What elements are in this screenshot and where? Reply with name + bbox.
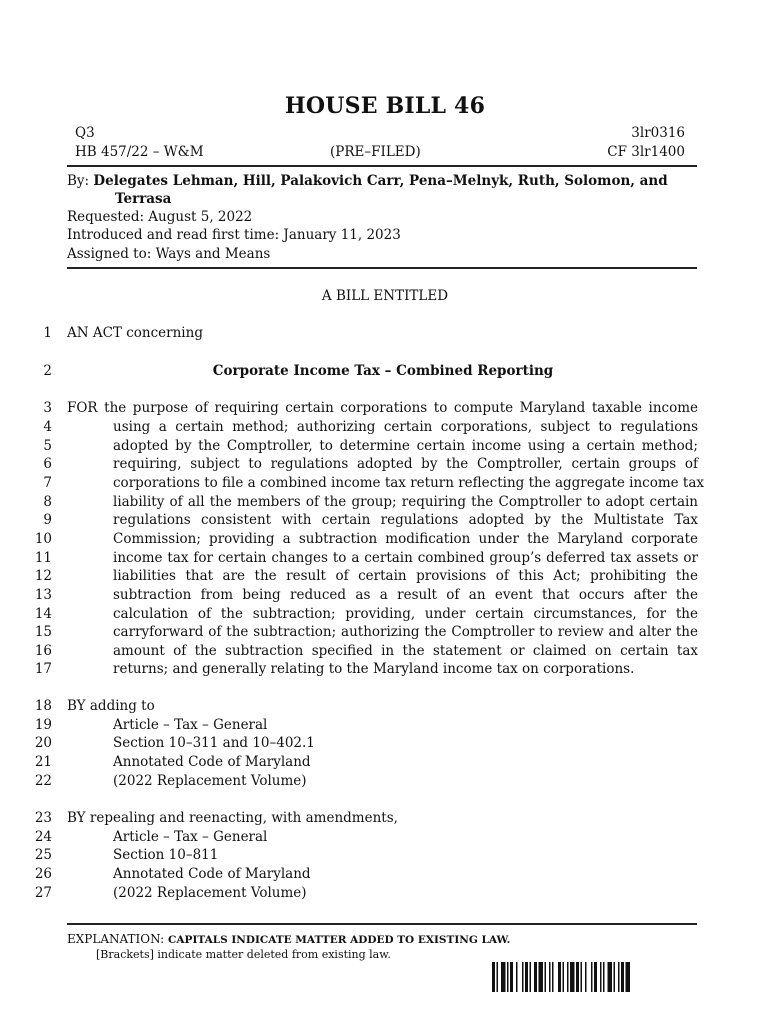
- line-number: 9: [43, 512, 52, 528]
- line-number: 1: [43, 325, 52, 341]
- status-rule: [67, 267, 697, 269]
- line-number: 11: [34, 550, 52, 566]
- line-number: 19: [34, 717, 52, 733]
- cross-file-reference: CF 3lr1400: [607, 144, 685, 160]
- bill-subject: Corporate Income Tax – Combined Reporting: [212, 363, 554, 379]
- brackets-note: [Brackets] indicate matter deleted from existing law.: [96, 948, 391, 961]
- purpose-line: income tax for certain changes to a certain combined group’s deferred tax assets or: [113, 550, 698, 566]
- requested-date: Requested: August 5, 2022: [67, 209, 253, 225]
- line-number: 7: [43, 475, 52, 491]
- purpose-line: corporations to file a combined income tax return reflecting the aggregate income tax: [113, 475, 705, 491]
- line-number: 12: [34, 568, 52, 584]
- purpose-line: adopted by the Comptroller, to determine certain income using a certain method;: [113, 438, 698, 454]
- explanation-note: [67, 932, 510, 946]
- line-number: 25: [34, 847, 52, 863]
- line-number: 10: [34, 531, 52, 547]
- explanation-label: EXPLANATION:: [67, 932, 165, 946]
- barcode-image: [492, 962, 680, 992]
- line-number: 17: [34, 661, 52, 677]
- explanation-caps: CAPITALS INDICATE MATTER ADDED TO EXISTING LAW.: [168, 934, 511, 946]
- code-ref: Annotated Code of Maryland: [113, 866, 311, 882]
- line-number: 16: [34, 643, 52, 659]
- purpose-line: liabilities that are the result of certain provisions of this Act; prohibiting the: [113, 568, 698, 584]
- by-label: By:: [67, 173, 90, 189]
- line-number: 24: [34, 829, 52, 845]
- header-rule: [67, 165, 697, 167]
- volume-ref: (2022 Replacement Volume): [113, 885, 307, 901]
- line-number: 18: [34, 698, 52, 714]
- volume-ref: (2022 Replacement Volume): [113, 773, 307, 789]
- bill-entitled: A BILL ENTITLED: [321, 288, 449, 304]
- purpose-line: liability of all the members of the group; requiring the Comptroller to adopt certain: [113, 494, 698, 510]
- purpose-line: requiring, subject to regulations adopted by the Comptroller, certain groups of: [113, 456, 698, 472]
- article-ref: Article – Tax – General: [113, 829, 268, 845]
- purpose-line: carryforward of the subtraction; authorizing the Comptroller to review and alter the: [113, 624, 698, 640]
- code-ref: Annotated Code of Maryland: [113, 754, 311, 770]
- purpose-line: amount of the subtraction specified in the statement or claimed on certain tax: [113, 643, 698, 659]
- bill-title: HOUSE BILL 46: [284, 93, 486, 119]
- bill-status-info: [67, 208, 401, 263]
- act-concerning: AN ACT concerning: [67, 325, 203, 341]
- purpose-line: subtraction from being reduced as a result of an event that occurs after the: [113, 587, 698, 603]
- line-number: 26: [34, 866, 52, 882]
- article-ref: Article – Tax – General: [113, 717, 268, 733]
- line-number: 8: [43, 494, 52, 510]
- purpose-line: Commission; providing a subtraction modification under the Maryland corporate: [113, 531, 698, 547]
- subject-code: Q3: [75, 125, 95, 141]
- purpose-line: returns; and generally relating to the Maryland income tax on corporations.: [113, 661, 635, 677]
- purpose-line: FOR the purpose of requiring certain corporations to compute Maryland taxable income: [67, 400, 698, 416]
- line-number: 22: [34, 773, 52, 789]
- sponsor-names-cont: Terrasa: [115, 191, 172, 207]
- by-repealing-heading: BY repealing and reenacting, with amendments,: [67, 810, 398, 826]
- line-number: 23: [34, 810, 52, 826]
- by-adding-heading: BY adding to: [67, 698, 155, 714]
- purpose-line: using a certain method; authorizing certain corporations, subject to regulations: [113, 419, 698, 435]
- line-number: 6: [43, 456, 52, 472]
- purpose-line: calculation of the subtraction; providing, under certain circumstances, for the: [113, 606, 698, 622]
- line-number: 20: [34, 735, 52, 751]
- prefiled-label: (PRE–FILED): [330, 144, 421, 160]
- section-ref: Section 10–811: [113, 847, 219, 863]
- section-ref: Section 10–311 and 10–402.1: [113, 735, 315, 751]
- assigned-committee: Assigned to: Ways and Means: [67, 245, 271, 262]
- drafting-number: 3lr0316: [631, 125, 685, 141]
- line-number: 27: [34, 885, 52, 901]
- line-number: 15: [34, 624, 52, 640]
- line-number: 2: [43, 363, 52, 379]
- introduced-date: Introduced and read first time: January 11, 2023: [67, 227, 401, 244]
- prior-bill-reference: HB 457/22 – W&M: [75, 144, 204, 160]
- line-number: 21: [34, 754, 52, 770]
- line-number: 5: [43, 438, 52, 454]
- line-number: 14: [34, 606, 52, 622]
- line-number: 13: [34, 587, 52, 603]
- footer-rule: [67, 923, 697, 925]
- line-number: 3: [43, 400, 52, 416]
- sponsors-block: [67, 172, 699, 208]
- purpose-line: regulations consistent with certain regulations adopted by the Multistate Tax: [113, 512, 698, 528]
- sponsor-names: Delegates Lehman, Hill, Palakovich Carr, Pena–Melnyk, Ruth, Solomon, and: [93, 173, 668, 189]
- line-number: 4: [43, 419, 52, 435]
